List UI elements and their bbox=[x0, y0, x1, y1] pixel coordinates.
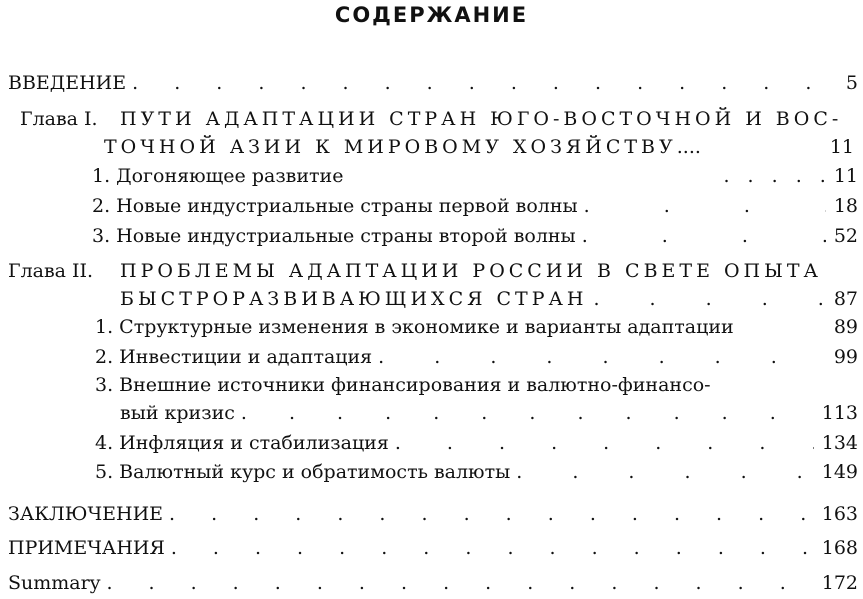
chapter-1-title-line2: ТОЧНОЙ АЗИИ К МИРОВОМУ ХОЗЯЙСТВУ bbox=[104, 136, 677, 158]
leader-dots bbox=[587, 284, 825, 314]
chapter-2-prefix: Глава II. bbox=[8, 260, 94, 282]
toc-page-number: 89 bbox=[833, 316, 858, 338]
toc-page-number: 113 bbox=[821, 402, 858, 424]
leader-dots bbox=[165, 533, 814, 563]
toc-page-number: 11 bbox=[833, 165, 858, 187]
toc-page-number: 11 bbox=[829, 136, 854, 158]
leader-dots bbox=[510, 457, 813, 487]
toc-entry-label: ЗАКЛЮЧЕНИЕ bbox=[8, 503, 164, 525]
leader-dots bbox=[578, 191, 826, 221]
leader-dots bbox=[372, 342, 826, 372]
leader-dots bbox=[576, 221, 826, 251]
leader-dots bbox=[163, 499, 814, 529]
chapter-2-title-line1[interactable]: ПРОБЛЕМЫ АДАПТАЦИИ РОССИИ В СВЕТЕ ОПЫТА bbox=[120, 260, 822, 282]
toc-entry-label: 4. Инфляция и стабилизация bbox=[95, 432, 389, 454]
chapter-1-trailing-dots: .... bbox=[676, 136, 701, 158]
toc-entry-label: 2. Новые индустриальные страны первой волны bbox=[92, 195, 578, 217]
toc-entry-label: ПРИМЕЧАНИЯ bbox=[8, 537, 165, 559]
toc-entry-ch2-sec4[interactable] bbox=[95, 428, 858, 458]
leader-dots bbox=[343, 161, 825, 191]
toc-entry-notes[interactable] bbox=[8, 533, 858, 563]
toc-entry-ch1-sec3[interactable] bbox=[92, 221, 858, 251]
toc-entry-ch2-sec1[interactable] bbox=[95, 312, 858, 342]
toc-entry-label: ВВЕДЕНИЕ bbox=[8, 72, 127, 94]
toc-entry-conclusion[interactable] bbox=[8, 499, 858, 529]
toc-entry-label: вый кризис bbox=[120, 402, 235, 424]
leader-dots bbox=[126, 68, 838, 98]
toc-entry-ch2-sec2[interactable] bbox=[95, 342, 858, 372]
toc-page-number: 52 bbox=[833, 225, 858, 247]
toc-entry-chapter-1[interactable] bbox=[104, 132, 854, 162]
chapter-1-title-line1[interactable]: ПУТИ АДАПТАЦИИ СТРАН ЮГО-ВОСТОЧНОЙ И ВОС- bbox=[120, 108, 843, 130]
leader-dots bbox=[100, 568, 813, 598]
toc-entry-label: 3. Новые индустриальные страны второй волны bbox=[92, 225, 576, 247]
toc-entry-chapter-2[interactable] bbox=[120, 284, 858, 314]
toc-entry-ch2-sec3-line1[interactable]: 3. Внешние источники финансирования и валютно-финансо- bbox=[95, 374, 711, 396]
leader-dots bbox=[389, 428, 814, 458]
toc-page-number: 87 bbox=[833, 288, 858, 310]
toc-entry-label: Summary bbox=[8, 572, 101, 594]
toc-entry-summary[interactable] bbox=[8, 568, 858, 598]
toc-page-number: 163 bbox=[821, 503, 858, 525]
toc-page-number: 5 bbox=[845, 72, 858, 94]
toc-entry-ch2-sec5[interactable] bbox=[95, 457, 858, 487]
toc-page-number: 172 bbox=[821, 572, 858, 594]
chapter-2-title-line2: БЫСТРОРАЗВИВАЮЩИХСЯ СТРАН bbox=[120, 288, 588, 310]
chapter-1-prefix: Глава I. bbox=[20, 108, 98, 130]
toc-heading: СОДЕРЖАНИЕ bbox=[334, 3, 529, 27]
toc-page-number: 168 bbox=[821, 537, 858, 559]
toc-page-number: 18 bbox=[833, 195, 858, 217]
toc-entry-ch1-sec2[interactable] bbox=[92, 191, 858, 221]
leader-dots bbox=[235, 398, 814, 428]
toc-entry-label: 1. Структурные изменения в экономике и варианты адаптации bbox=[95, 316, 734, 338]
toc-page-number: 99 bbox=[833, 346, 858, 368]
toc-entry-label: 5. Валютный курс и обратимость валюты bbox=[95, 461, 511, 483]
toc-page-number: 134 bbox=[821, 432, 858, 454]
toc-entry-ch1-sec1[interactable] bbox=[92, 161, 858, 191]
toc-entry-ch2-sec3[interactable] bbox=[120, 398, 858, 428]
toc-page-number: 149 bbox=[821, 461, 858, 483]
toc-entry-intro[interactable] bbox=[8, 68, 858, 98]
toc-entry-label: 2. Инвестиции и адаптация bbox=[95, 346, 373, 368]
toc-entry-label: 1. Догоняющее развитие bbox=[92, 165, 344, 187]
